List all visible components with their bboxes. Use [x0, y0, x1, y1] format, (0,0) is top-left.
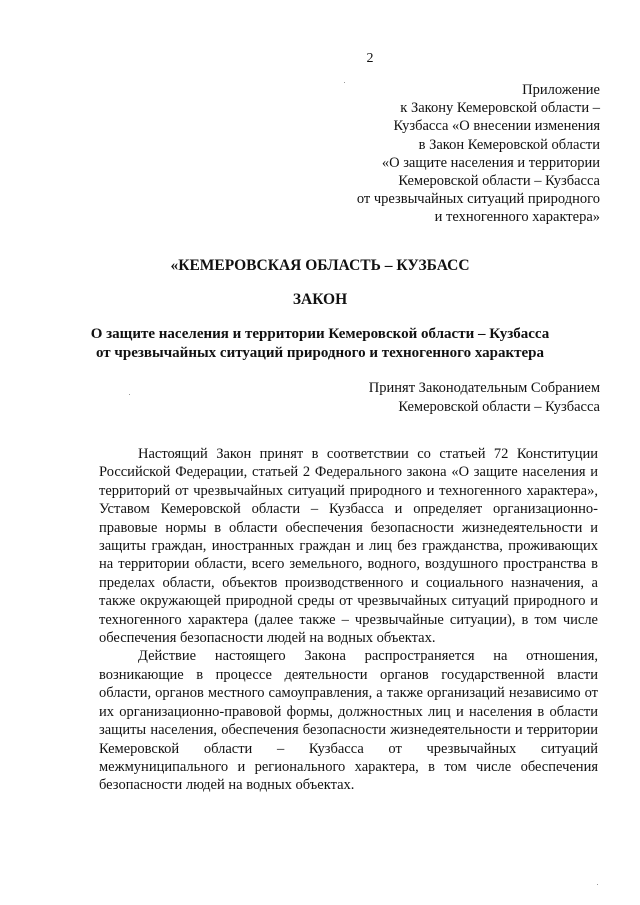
- region-heading: «КЕМЕРОВСКАЯ ОБЛАСТЬ – КУЗБАСС: [170, 257, 470, 274]
- appendix-line: «О защите населения и территории: [381, 154, 600, 171]
- appendix-block: [300, 81, 600, 227]
- appendix-line: Кемеровской области – Кузбасса: [398, 173, 600, 190]
- appendix-line: в Закон Кемеровской области: [418, 136, 600, 153]
- body-paragraph: Настоящий Закон принят в соответствии со статьей 72 Конституции Российской Федерации, статьей 2 Федерального закона «О защите населения и территорий от чрезвычайных ситуаций природного и техногенного характера», Уставом Кемеровской области – Кузбасса и определяет организационно-правовые нормы в области обеспечения безопасности жизнедеятельности и защиты граждан, иностранных граждан и лиц без гражданства, проживающих на территории области, всего земельного, водного, воздушного пространства в пределах области, объектов производственного и социального назначения, а также окружающей природной среды от чрезвычайных ситуаций природного и техногенного характера (далее также – чрезвычайные ситуации), в том числе обеспечения безопасности людей на водных объектах.: [99, 446, 598, 647]
- appendix-line: от чрезвычайных ситуаций природного: [356, 191, 600, 208]
- scan-speck: [344, 82, 345, 83]
- law-heading: ЗАКОН: [292, 291, 348, 308]
- law-body: [99, 445, 598, 795]
- law-title: [0, 325, 640, 362]
- page-number: 2: [366, 51, 374, 66]
- appendix-line: и техногенного характера»: [434, 209, 600, 226]
- appendix-line: к Закону Кемеровской области –: [400, 100, 600, 117]
- appendix-line: Приложение: [522, 82, 600, 98]
- scan-speck: [129, 394, 130, 395]
- body-paragraph: Действие настоящего Закона распространяется на отношения, возникающие в процессе деятельности органов государственной власти области, органов местного самоуправления, а также организаций независимо от их организационно-правовой формы, должностных лиц и населения в области защиты населения, обеспечения безопасности жизнедеятельности и территории Кемеровской области – Кузбасса от чрезвычайных ситуаций межмуниципального и регионального характера, в том числе обеспечения безопасности людей на водных объектах.: [99, 648, 598, 794]
- law-title-line: О защите населения и территории Кемеровской области – Кузбасса: [90, 326, 550, 342]
- law-title-line: от чрезвычайных ситуаций природного и техногенного характера: [96, 344, 544, 361]
- adoption-note-line: Кемеровской области – Кузбасса: [398, 398, 600, 415]
- adoption-note-line: Принят Законодательным Собранием: [368, 380, 600, 396]
- adoption-note: [300, 379, 600, 416]
- appendix-line: Кузбасса «О внесении изменения: [393, 118, 600, 135]
- scan-speck: [597, 884, 598, 885]
